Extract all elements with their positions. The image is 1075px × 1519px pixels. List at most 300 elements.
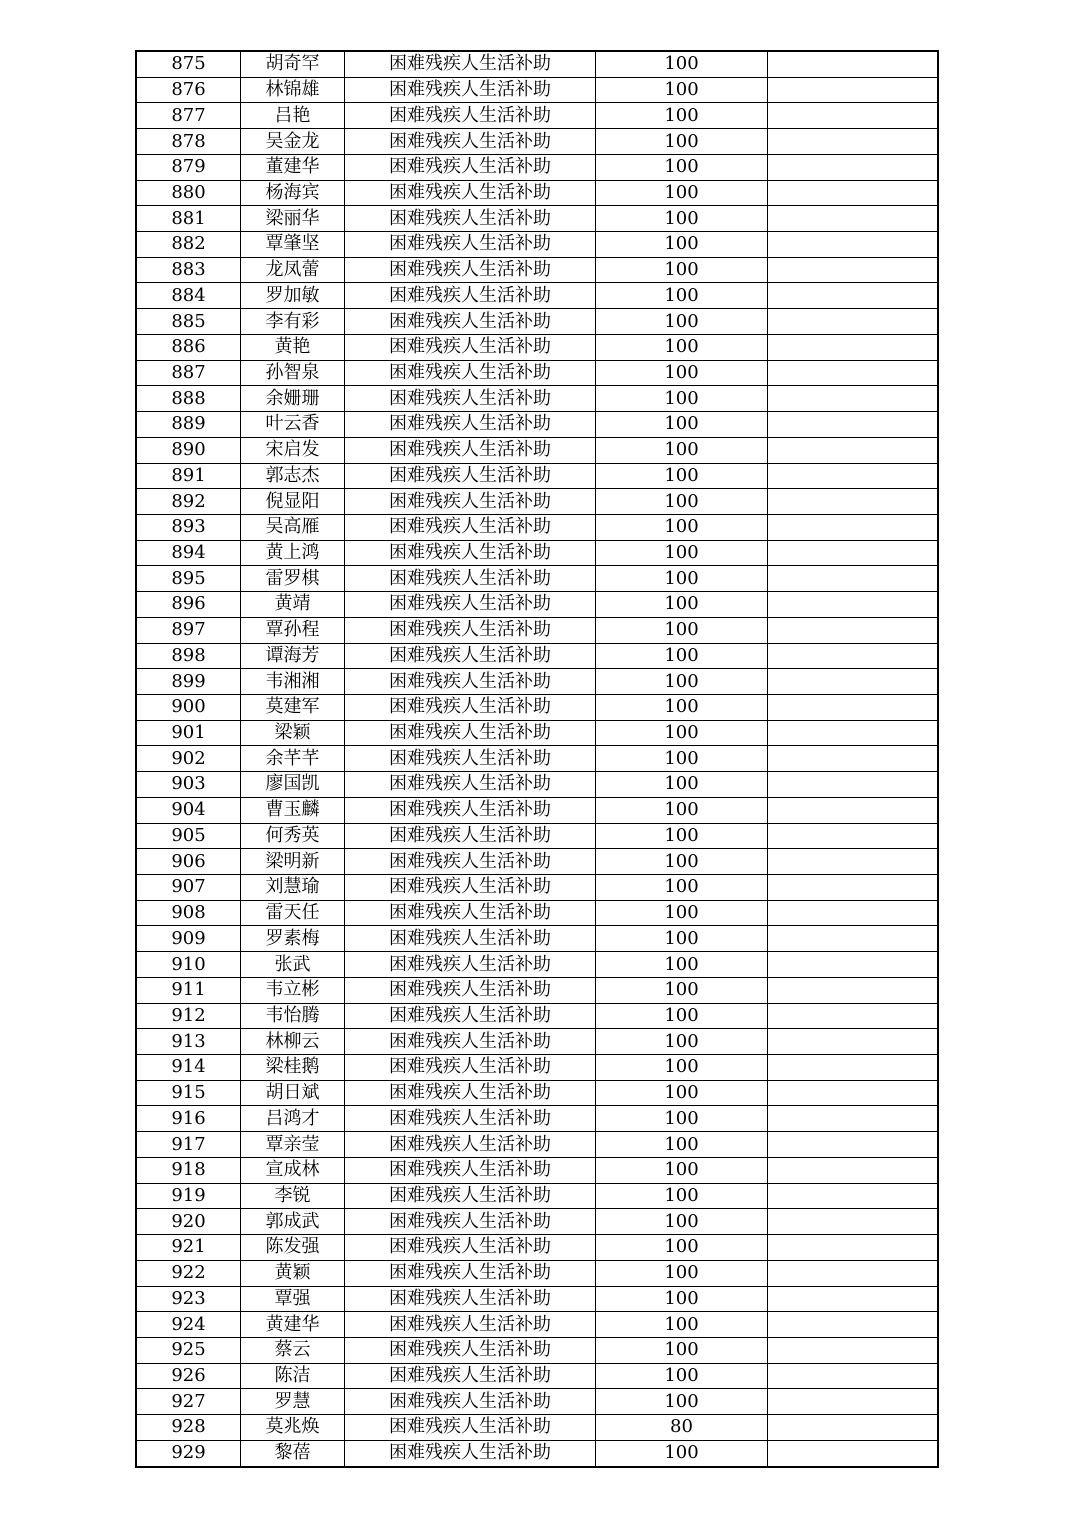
subsidy-item-cell: 困难残疾人生活补助 (345, 1260, 596, 1286)
row-number-cell: 911 (136, 977, 241, 1003)
remarks-cell (768, 952, 939, 978)
remarks-cell (768, 1106, 939, 1132)
table-row (136, 1029, 938, 1055)
remarks-cell (768, 1260, 939, 1286)
row-number-cell: 877 (136, 103, 241, 129)
amount-cell: 100 (596, 643, 768, 669)
table-row (136, 514, 938, 540)
table-row (136, 746, 938, 772)
table-row (136, 1440, 938, 1466)
table-row (136, 1337, 938, 1363)
subsidy-item-cell: 困难残疾人生活补助 (345, 206, 596, 232)
subsidy-item-cell: 困难残疾人生活补助 (345, 746, 596, 772)
remarks-cell (768, 1157, 939, 1183)
amount-cell: 80 (596, 1415, 768, 1441)
remarks-cell (768, 1209, 939, 1235)
recipient-name-cell: 梁明新 (241, 849, 345, 875)
table-row (136, 849, 938, 875)
subsidy-item-cell: 困难残疾人生活补助 (345, 180, 596, 206)
row-number-cell: 916 (136, 1106, 241, 1132)
recipient-name-cell: 吕鸿才 (241, 1106, 345, 1132)
subsidy-item-cell: 困难残疾人生活补助 (345, 1363, 596, 1389)
subsidy-item-cell: 困难残疾人生活补助 (345, 257, 596, 283)
recipient-name-cell: 韦立彬 (241, 977, 345, 1003)
subsidy-item-cell: 困难残疾人生活补助 (345, 1415, 596, 1441)
table-row (136, 900, 938, 926)
recipient-name-cell: 韦怡腾 (241, 1003, 345, 1029)
table-row (136, 797, 938, 823)
row-number-cell: 902 (136, 746, 241, 772)
recipient-name-cell: 倪显阳 (241, 489, 345, 515)
amount-cell: 100 (596, 180, 768, 206)
remarks-cell (768, 797, 939, 823)
subsidy-item-cell: 困难残疾人生活补助 (345, 1055, 596, 1081)
row-number-cell: 886 (136, 334, 241, 360)
recipient-name-cell: 覃肇坚 (241, 232, 345, 258)
table-row (136, 875, 938, 901)
amount-cell: 100 (596, 154, 768, 180)
amount-cell: 100 (596, 1003, 768, 1029)
recipient-name-cell: 莫兆焕 (241, 1415, 345, 1441)
subsidy-item-cell: 困难残疾人生活补助 (345, 360, 596, 386)
amount-cell: 100 (596, 875, 768, 901)
table-row (136, 1389, 938, 1415)
remarks-cell (768, 489, 939, 515)
row-number-cell: 909 (136, 926, 241, 952)
amount-cell: 100 (596, 206, 768, 232)
table-row (136, 463, 938, 489)
roster-body (136, 51, 938, 1467)
remarks-cell (768, 463, 939, 489)
amount-cell: 100 (596, 1235, 768, 1261)
amount-cell: 100 (596, 360, 768, 386)
remarks-cell (768, 51, 939, 77)
remarks-cell (768, 1003, 939, 1029)
remarks-cell (768, 1389, 939, 1415)
recipient-name-cell: 杨海宾 (241, 180, 345, 206)
recipient-name-cell: 陈发强 (241, 1235, 345, 1261)
table-row (136, 952, 938, 978)
table-row (136, 1286, 938, 1312)
row-number-cell: 876 (136, 77, 241, 103)
recipient-name-cell: 蔡云 (241, 1337, 345, 1363)
table-row (136, 77, 938, 103)
recipient-name-cell: 刘慧瑜 (241, 875, 345, 901)
remarks-cell (768, 386, 939, 412)
remarks-cell (768, 875, 939, 901)
subsidy-item-cell: 困难残疾人生活补助 (345, 1209, 596, 1235)
subsidy-item-cell: 困难残疾人生活补助 (345, 1389, 596, 1415)
amount-cell: 100 (596, 926, 768, 952)
remarks-cell (768, 694, 939, 720)
subsidy-item-cell: 困难残疾人生活补助 (345, 1183, 596, 1209)
recipient-name-cell: 覃强 (241, 1286, 345, 1312)
amount-cell: 100 (596, 1209, 768, 1235)
table-row (136, 437, 938, 463)
subsidy-item-cell: 困难残疾人生活补助 (345, 1003, 596, 1029)
subsidy-item-cell: 困难残疾人生活补助 (345, 592, 596, 618)
amount-cell: 100 (596, 257, 768, 283)
table-row (136, 1157, 938, 1183)
remarks-cell (768, 617, 939, 643)
row-number-cell: 900 (136, 694, 241, 720)
amount-cell: 100 (596, 1440, 768, 1466)
recipient-name-cell: 雷天任 (241, 900, 345, 926)
table-row (136, 1003, 938, 1029)
remarks-cell (768, 849, 939, 875)
subsidy-item-cell: 困难残疾人生活补助 (345, 412, 596, 438)
recipient-name-cell: 黄上鸿 (241, 540, 345, 566)
remarks-cell (768, 1080, 939, 1106)
remarks-cell (768, 232, 939, 258)
remarks-cell (768, 360, 939, 386)
remarks-cell (768, 334, 939, 360)
recipient-name-cell: 吴金龙 (241, 129, 345, 155)
amount-cell: 100 (596, 437, 768, 463)
subsidy-item-cell: 困难残疾人生活补助 (345, 463, 596, 489)
row-number-cell: 924 (136, 1312, 241, 1338)
amount-cell: 100 (596, 1080, 768, 1106)
recipient-name-cell: 吴高雁 (241, 514, 345, 540)
row-number-cell: 907 (136, 875, 241, 901)
recipient-name-cell: 黄靖 (241, 592, 345, 618)
amount-cell: 100 (596, 746, 768, 772)
row-number-cell: 879 (136, 154, 241, 180)
amount-cell: 100 (596, 900, 768, 926)
row-number-cell: 925 (136, 1337, 241, 1363)
row-number-cell: 881 (136, 206, 241, 232)
subsidy-item-cell: 困难残疾人生活补助 (345, 1157, 596, 1183)
recipient-name-cell: 张武 (241, 952, 345, 978)
row-number-cell: 887 (136, 360, 241, 386)
recipient-name-cell: 韦湘湘 (241, 669, 345, 695)
row-number-cell: 892 (136, 489, 241, 515)
remarks-cell (768, 926, 939, 952)
row-number-cell: 885 (136, 309, 241, 335)
table-row (136, 694, 938, 720)
row-number-cell: 912 (136, 1003, 241, 1029)
table-row (136, 257, 938, 283)
amount-cell: 100 (596, 617, 768, 643)
amount-cell: 100 (596, 669, 768, 695)
table-row (136, 334, 938, 360)
amount-cell: 100 (596, 103, 768, 129)
subsidy-item-cell: 困难残疾人生活补助 (345, 875, 596, 901)
table-row (136, 51, 938, 77)
amount-cell: 100 (596, 720, 768, 746)
subsidy-item-cell: 困难残疾人生活补助 (345, 617, 596, 643)
remarks-cell (768, 412, 939, 438)
table-row (136, 643, 938, 669)
remarks-cell (768, 592, 939, 618)
row-number-cell: 895 (136, 566, 241, 592)
table-row (136, 1106, 938, 1132)
recipient-name-cell: 余芊芊 (241, 746, 345, 772)
remarks-cell (768, 669, 939, 695)
amount-cell: 100 (596, 412, 768, 438)
amount-cell: 100 (596, 129, 768, 155)
table-row (136, 206, 938, 232)
amount-cell: 100 (596, 1132, 768, 1158)
recipient-name-cell: 郭志杰 (241, 463, 345, 489)
table-row (136, 1080, 938, 1106)
table-row (136, 1209, 938, 1235)
amount-cell: 100 (596, 540, 768, 566)
row-number-cell: 918 (136, 1157, 241, 1183)
subsidy-item-cell: 困难残疾人生活补助 (345, 1106, 596, 1132)
amount-cell: 100 (596, 309, 768, 335)
remarks-cell (768, 1055, 939, 1081)
recipient-name-cell: 曹玉麟 (241, 797, 345, 823)
remarks-cell (768, 103, 939, 129)
recipient-name-cell: 胡日斌 (241, 1080, 345, 1106)
table-row (136, 720, 938, 746)
amount-cell: 100 (596, 51, 768, 77)
table-row (136, 386, 938, 412)
subsidy-item-cell: 困难残疾人生活补助 (345, 669, 596, 695)
row-number-cell: 891 (136, 463, 241, 489)
remarks-cell (768, 154, 939, 180)
table-row (136, 412, 938, 438)
recipient-name-cell: 林锦雄 (241, 77, 345, 103)
recipient-name-cell: 覃亲莹 (241, 1132, 345, 1158)
subsidy-item-cell: 困难残疾人生活补助 (345, 51, 596, 77)
remarks-cell (768, 514, 939, 540)
recipient-name-cell: 吕艳 (241, 103, 345, 129)
row-number-cell: 913 (136, 1029, 241, 1055)
subsidy-item-cell: 困难残疾人生活补助 (345, 1132, 596, 1158)
remarks-cell (768, 900, 939, 926)
table-row (136, 1055, 938, 1081)
recipient-name-cell: 李锐 (241, 1183, 345, 1209)
remarks-cell (768, 180, 939, 206)
amount-cell: 100 (596, 952, 768, 978)
recipient-name-cell: 叶云香 (241, 412, 345, 438)
row-number-cell: 905 (136, 823, 241, 849)
recipient-name-cell: 黄艳 (241, 334, 345, 360)
remarks-cell (768, 977, 939, 1003)
amount-cell: 100 (596, 1389, 768, 1415)
subsidy-item-cell: 困难残疾人生活补助 (345, 643, 596, 669)
amount-cell: 100 (596, 1183, 768, 1209)
recipient-name-cell: 余姗珊 (241, 386, 345, 412)
table-row (136, 129, 938, 155)
table-row (136, 154, 938, 180)
recipient-name-cell: 梁桂鹅 (241, 1055, 345, 1081)
amount-cell: 100 (596, 977, 768, 1003)
row-number-cell: 884 (136, 283, 241, 309)
amount-cell: 100 (596, 232, 768, 258)
subsidy-roster-table (135, 50, 939, 1468)
subsidy-item-cell: 困难残疾人生活补助 (345, 1235, 596, 1261)
amount-cell: 100 (596, 592, 768, 618)
amount-cell: 100 (596, 334, 768, 360)
subsidy-item-cell: 困难残疾人生活补助 (345, 154, 596, 180)
subsidy-item-cell: 困难残疾人生活补助 (345, 437, 596, 463)
remarks-cell (768, 746, 939, 772)
row-number-cell: 929 (136, 1440, 241, 1466)
table-row (136, 283, 938, 309)
recipient-name-cell: 罗素梅 (241, 926, 345, 952)
amount-cell: 100 (596, 514, 768, 540)
subsidy-item-cell: 困难残疾人生活补助 (345, 952, 596, 978)
row-number-cell: 878 (136, 129, 241, 155)
amount-cell: 100 (596, 823, 768, 849)
recipient-name-cell: 何秀英 (241, 823, 345, 849)
row-number-cell: 921 (136, 1235, 241, 1261)
recipient-name-cell: 梁颖 (241, 720, 345, 746)
recipient-name-cell: 李有彩 (241, 309, 345, 335)
row-number-cell: 903 (136, 772, 241, 798)
amount-cell: 100 (596, 772, 768, 798)
subsidy-item-cell: 困难残疾人生活补助 (345, 566, 596, 592)
subsidy-item-cell: 困难残疾人生活补助 (345, 1312, 596, 1338)
recipient-name-cell: 宋启发 (241, 437, 345, 463)
row-number-cell: 894 (136, 540, 241, 566)
subsidy-item-cell: 困难残疾人生活补助 (345, 1029, 596, 1055)
table-row (136, 592, 938, 618)
recipient-name-cell: 胡奇罕 (241, 51, 345, 77)
recipient-name-cell: 黄颖 (241, 1260, 345, 1286)
remarks-cell (768, 257, 939, 283)
table-row (136, 540, 938, 566)
subsidy-item-cell: 困难残疾人生活补助 (345, 694, 596, 720)
recipient-name-cell: 黎蓓 (241, 1440, 345, 1466)
remarks-cell (768, 1235, 939, 1261)
subsidy-item-cell: 困难残疾人生活补助 (345, 772, 596, 798)
remarks-cell (768, 1415, 939, 1441)
subsidy-item-cell: 困难残疾人生活补助 (345, 900, 596, 926)
row-number-cell: 880 (136, 180, 241, 206)
row-number-cell: 889 (136, 412, 241, 438)
recipient-name-cell: 雷罗棋 (241, 566, 345, 592)
table-row (136, 103, 938, 129)
remarks-cell (768, 643, 939, 669)
remarks-cell (768, 1337, 939, 1363)
recipient-name-cell: 梁丽华 (241, 206, 345, 232)
row-number-cell: 901 (136, 720, 241, 746)
table-row (136, 309, 938, 335)
table-row (136, 1260, 938, 1286)
row-number-cell: 922 (136, 1260, 241, 1286)
recipient-name-cell: 罗慧 (241, 1389, 345, 1415)
amount-cell: 100 (596, 1363, 768, 1389)
table-row (136, 489, 938, 515)
subsidy-item-cell: 困难残疾人生活补助 (345, 540, 596, 566)
remarks-cell (768, 566, 939, 592)
remarks-cell (768, 1132, 939, 1158)
table-row (136, 1132, 938, 1158)
table-row (136, 1183, 938, 1209)
recipient-name-cell: 廖国凯 (241, 772, 345, 798)
row-number-cell: 919 (136, 1183, 241, 1209)
table-row (136, 1312, 938, 1338)
remarks-cell (768, 437, 939, 463)
table-row (136, 823, 938, 849)
table-row (136, 977, 938, 1003)
subsidy-item-cell: 困难残疾人生活补助 (345, 1286, 596, 1312)
amount-cell: 100 (596, 283, 768, 309)
remarks-cell (768, 540, 939, 566)
recipient-name-cell: 覃孙程 (241, 617, 345, 643)
amount-cell: 100 (596, 1029, 768, 1055)
subsidy-item-cell: 困难残疾人生活补助 (345, 823, 596, 849)
remarks-cell (768, 720, 939, 746)
row-number-cell: 908 (136, 900, 241, 926)
table-row (136, 360, 938, 386)
row-number-cell: 899 (136, 669, 241, 695)
subsidy-item-cell: 困难残疾人生活补助 (345, 129, 596, 155)
subsidy-item-cell: 困难残疾人生活补助 (345, 797, 596, 823)
remarks-cell (768, 1183, 939, 1209)
row-number-cell: 915 (136, 1080, 241, 1106)
amount-cell: 100 (596, 1157, 768, 1183)
row-number-cell: 883 (136, 257, 241, 283)
amount-cell: 100 (596, 1055, 768, 1081)
recipient-name-cell: 宣成林 (241, 1157, 345, 1183)
amount-cell: 100 (596, 386, 768, 412)
subsidy-item-cell: 困难残疾人生活补助 (345, 103, 596, 129)
remarks-cell (768, 206, 939, 232)
table-row (136, 617, 938, 643)
row-number-cell: 926 (136, 1363, 241, 1389)
subsidy-item-cell: 困难残疾人生活补助 (345, 309, 596, 335)
table-row (136, 926, 938, 952)
amount-cell: 100 (596, 566, 768, 592)
recipient-name-cell: 罗加敏 (241, 283, 345, 309)
row-number-cell: 917 (136, 1132, 241, 1158)
recipient-name-cell: 郭成武 (241, 1209, 345, 1235)
row-number-cell: 893 (136, 514, 241, 540)
row-number-cell: 882 (136, 232, 241, 258)
amount-cell: 100 (596, 797, 768, 823)
remarks-cell (768, 1029, 939, 1055)
subsidy-item-cell: 困难残疾人生活补助 (345, 720, 596, 746)
amount-cell: 100 (596, 77, 768, 103)
subsidy-item-cell: 困难残疾人生活补助 (345, 283, 596, 309)
row-number-cell: 898 (136, 643, 241, 669)
amount-cell: 100 (596, 463, 768, 489)
subsidy-item-cell: 困难残疾人生活补助 (345, 489, 596, 515)
subsidy-item-cell: 困难残疾人生活补助 (345, 849, 596, 875)
remarks-cell (768, 823, 939, 849)
amount-cell: 100 (596, 1106, 768, 1132)
amount-cell: 100 (596, 1286, 768, 1312)
row-number-cell: 897 (136, 617, 241, 643)
row-number-cell: 910 (136, 952, 241, 978)
subsidy-item-cell: 困难残疾人生活补助 (345, 1337, 596, 1363)
subsidy-item-cell: 困难残疾人生活补助 (345, 926, 596, 952)
table-row (136, 232, 938, 258)
table-row (136, 1363, 938, 1389)
remarks-cell (768, 772, 939, 798)
amount-cell: 100 (596, 1260, 768, 1286)
row-number-cell: 875 (136, 51, 241, 77)
subsidy-item-cell: 困难残疾人生活补助 (345, 232, 596, 258)
remarks-cell (768, 283, 939, 309)
remarks-cell (768, 309, 939, 335)
subsidy-item-cell: 困难残疾人生活补助 (345, 1080, 596, 1106)
row-number-cell: 888 (136, 386, 241, 412)
recipient-name-cell: 董建华 (241, 154, 345, 180)
recipient-name-cell: 孙智泉 (241, 360, 345, 386)
row-number-cell: 896 (136, 592, 241, 618)
row-number-cell: 914 (136, 1055, 241, 1081)
row-number-cell: 923 (136, 1286, 241, 1312)
recipient-name-cell: 谭海芳 (241, 643, 345, 669)
row-number-cell: 927 (136, 1389, 241, 1415)
table-row (136, 1415, 938, 1441)
